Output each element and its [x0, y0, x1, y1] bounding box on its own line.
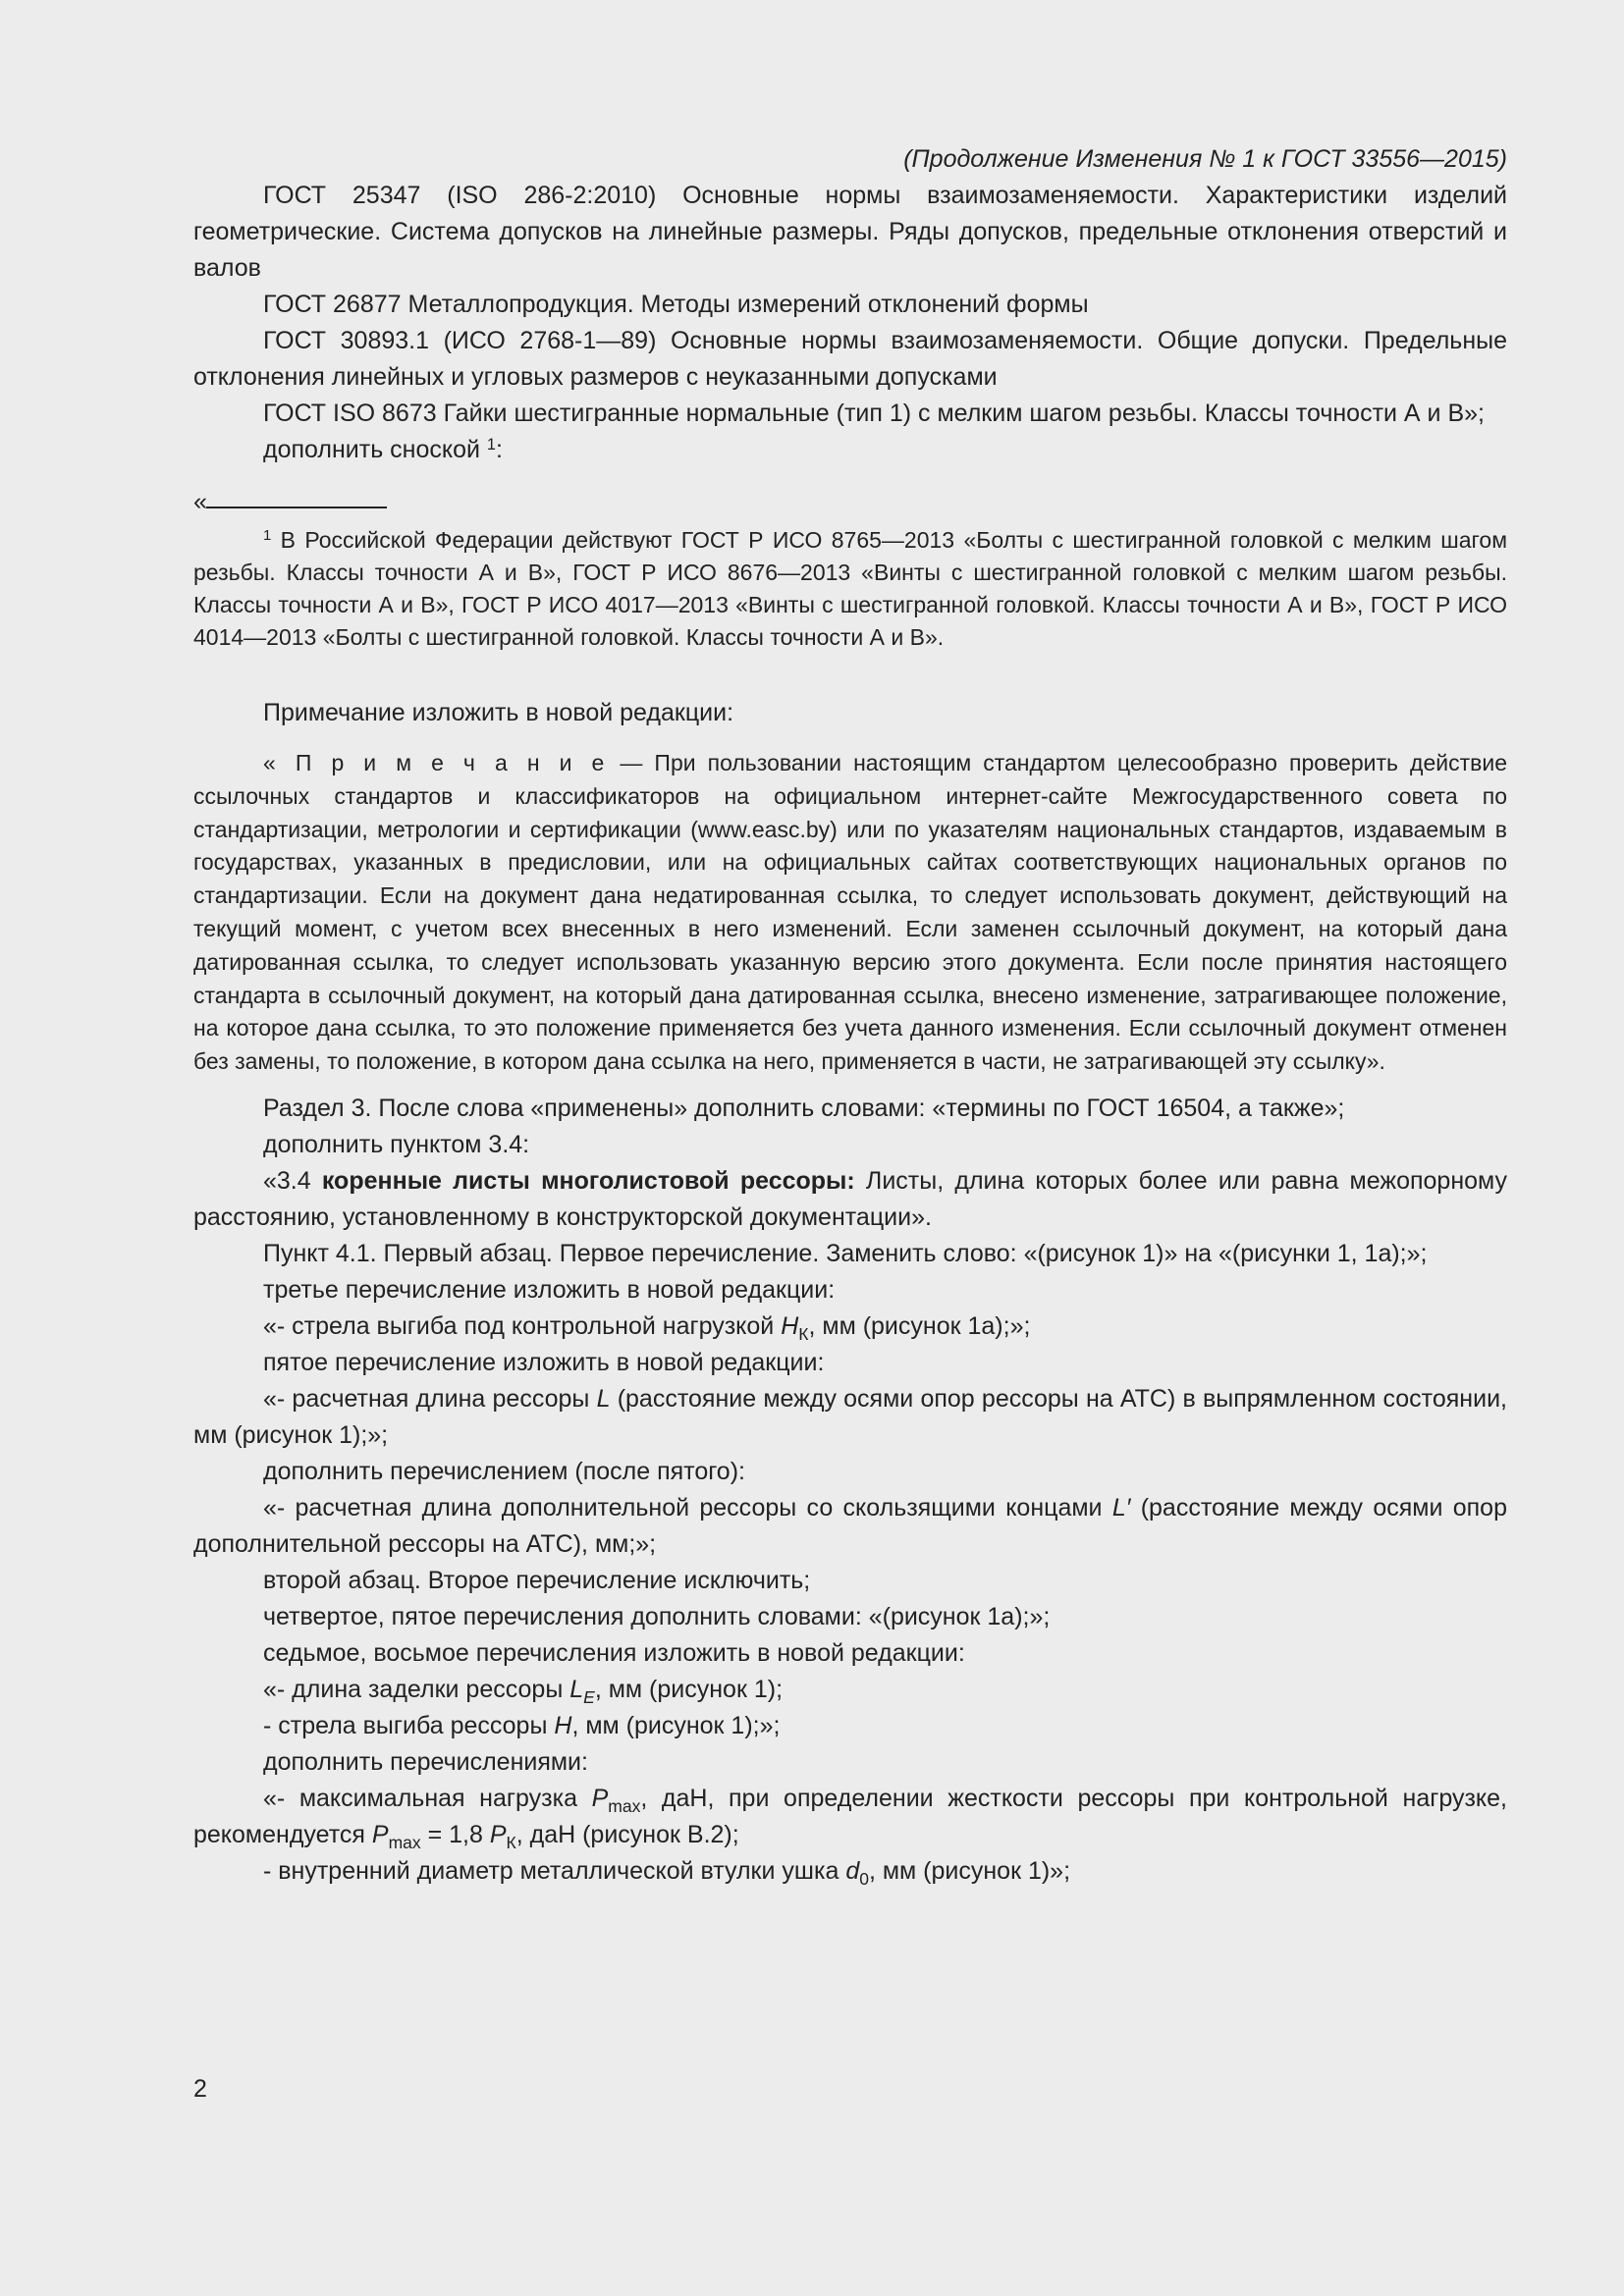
body-paragraph: дополнить перечислением (после пятого):	[263, 1457, 745, 1485]
note-label: « П р и м е ч а н и е	[263, 750, 609, 775]
body-paragraph: Раздел 3. После слова «применены» дополнить словами: «термины по ГОСТ 16504, а также»;	[263, 1094, 1345, 1122]
body-paragraph: дополнить пунктом 3.4:	[263, 1130, 530, 1158]
body-paragraph: «- максимальная нагрузка $P_{max}$, даН, при определении жесткости рессоры при контрольной нагрузке, рекомендуется $P_{max} = 1,8$ $P_К$, даН (рисунок В.2);	[193, 1784, 1507, 1852]
reference-item: ГОСТ ISO 8673 Гайки шестигранные нормальные (тип 1) с мелким шагом резьбы. Классы точности А и В»;	[263, 400, 1485, 427]
term: коренные листы многолистовой рессоры:	[321, 1166, 855, 1195]
body-paragraph: «- стрела выгиба под контрольной нагрузкой $H_К$, мм (рисунок 1а);»;	[263, 1311, 1031, 1344]
body-paragraph: пятое перечисление изложить в новой редакции:	[263, 1348, 825, 1376]
reference-item: ГОСТ 30893.1 (ИСО 2768-1—89) Основные нормы взаимозаменяемости. Общие допуски. Предельные отклонения линейных и угловых размеров с неуказанными допусками	[193, 327, 1507, 391]
body-paragraph: второй абзац. Второе перечисление исключить;	[263, 1566, 811, 1594]
body-paragraph: дополнить перечислениями:	[263, 1747, 588, 1776]
reference-item: ГОСТ 25347 (ISO 286-2:2010) Основные нормы взаимозаменяемости. Характеристики изделий геометрические. Система допусков на линейные размеры. Ряды допусков, предельные отклонения отверстий и валов	[193, 182, 1507, 282]
running-header: (Продолжение Изменения № 1 к ГОСТ 33556—2015)	[903, 145, 1507, 173]
body-paragraph: седьмое, восьмое перечисления изложить в новой редакции:	[263, 1638, 965, 1667]
body-paragraph: четвертое, пятое перечисления дополнить словами: «(рисунок 1а);»;	[263, 1602, 1051, 1630]
body-paragraph: - стрела выгиба рессоры H, мм (рисунок 1);»;	[263, 1711, 781, 1739]
body-paragraph: «- расчетная длина рессоры L (расстояние между осями опор рессоры на АТС) в выпрямленном состоянии, мм (рисунок 1);»;	[193, 1384, 1507, 1449]
footnote-mark: 1	[263, 527, 272, 544]
body-paragraph: «- расчетная длина дополнительной рессоры со скользящими концами L′ (расстояние между осями опор дополнительной рессоры на АТС), мм;»;	[193, 1493, 1507, 1558]
footnote-rule	[206, 507, 387, 508]
body-paragraph: Пункт 4.1. Первый абзац. Первое перечисление. Заменить слово: «(рисунок 1)» на «(рисунки 1, 1а);»;	[263, 1239, 1428, 1267]
add-footnote-instruction: дополнить сноской $^1$:	[263, 436, 503, 463]
footnote-reference: 1	[486, 436, 496, 454]
page-number: 2	[193, 2075, 207, 2103]
body-paragraph: третье перечисление изложить в новой редакции:	[263, 1275, 836, 1304]
body-paragraph: «- длина заделки рессоры $L_E$, мм (рисунок 1);	[263, 1675, 784, 1707]
footnote-text: $^1$ В Российской Федерации действуют ГОСТ Р ИСО 8765—2013 «Болты с шестигранной головкой с мелким шагом резьбы. Классы точности А и В», ГОСТ Р ИСО 8676—2013 «Винты с шестигранной головкой с мелким шагом резьбы. Классы точности А и В», ГОСТ Р ИСО 4017—2013 «Винты с шестигранной головкой. Классы точности А и В», ГОСТ Р ИСО 4014—2013 «Болты с шестигранной головкой. Классы точности А и В».	[193, 527, 1507, 650]
reference-item: ГОСТ 26877 Металлопродукция. Методы измерений отклонений формы	[263, 291, 1089, 318]
term-definition: «3.4 коренные листы многолистовой рессоры: Листы, длина которых более или равна межопорному расстоянию, установленному в конструкторской документации».	[193, 1166, 1508, 1231]
footnote-separator	[193, 488, 1507, 524]
note-intro: Примечание изложить в новой редакции:	[263, 699, 734, 726]
body-paragraph: - внутренний диаметр металлической втулки ушка $d_0$, мм (рисунок 1)»;	[263, 1856, 1071, 1889]
footnote-open-quote: «	[193, 488, 207, 515]
page-content	[193, 141, 1507, 1890]
note-text: « П р и м е ч а н и е — При пользовании настоящим стандартом целесообразно проверить действие ссылочных стандартов и классификаторов на официальном интернет-сайте Межгосударственного совета по стандартизации, метрологии и сертификации (www.easc.by) или по указателям национальных стандартов, издаваемым в государствах, указанных в предисловии, или на официальных сайтах соответствующих национальных органов по стандартизации. Если на документ дана недатированная ссылка, то следует использовать документ, действующий на текущий момент, с учетом всех внесенных в него изменений. Если заменен ссылочный документ, на который дана датированная ссылка, то следует использовать указанную версию этого документа. Если после принятия настоящего стандарта в ссылочный документ, на который дана датированная ссылка, внесено изменение, затрагивающее положение, на которое дана ссылка, то это положение применяется без учета данного изменения. Если ссылочный документ отменен без замены, то положение, в котором дана ссылка на него, применяется в части, не затрагивающей эту ссылку».	[193, 750, 1507, 1075]
